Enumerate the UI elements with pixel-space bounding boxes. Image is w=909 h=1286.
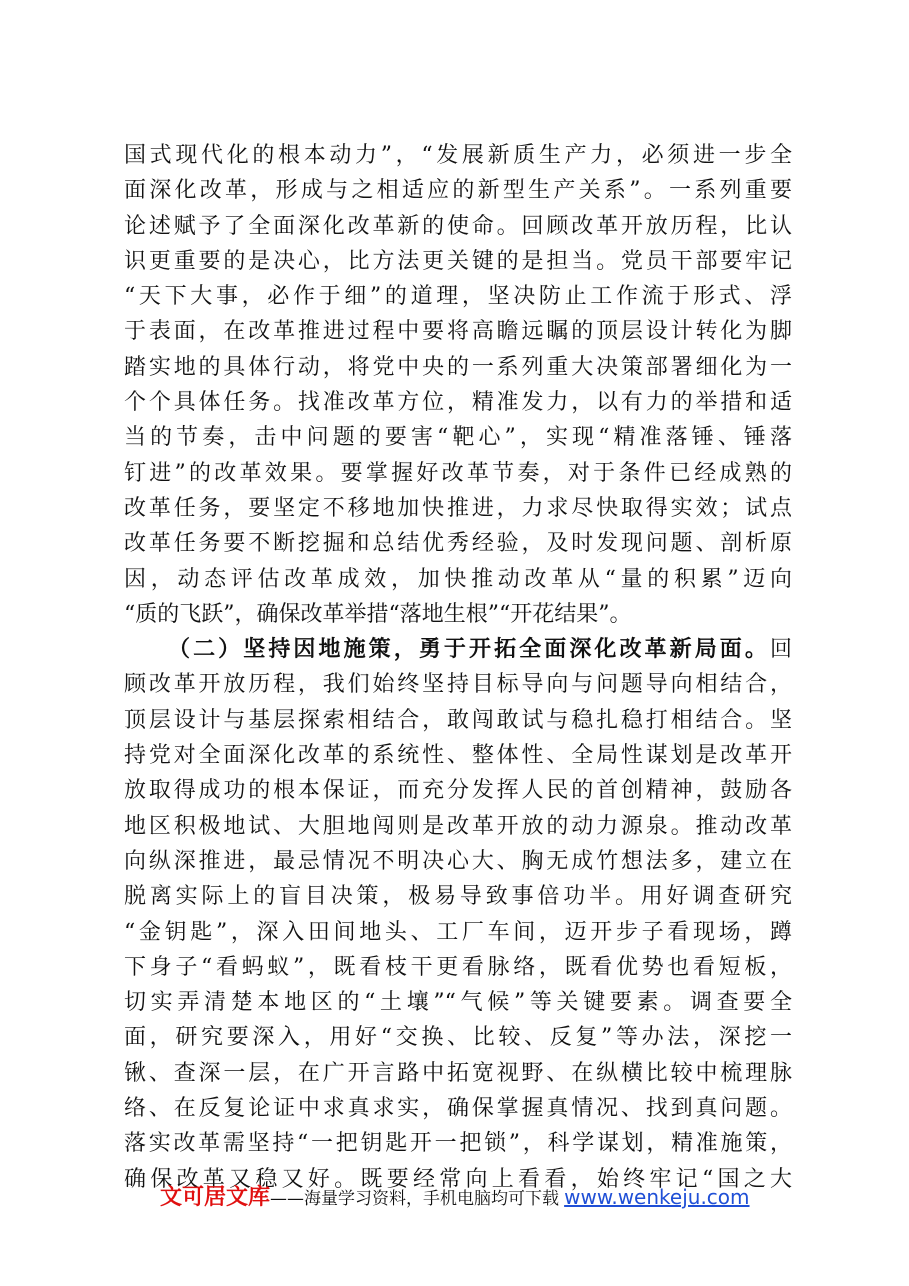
text-line: 改革任务要不断挖掘和总结优秀经验，及时发现问题、剖析原 xyxy=(124,531,792,557)
text-line: 钉进”的改革效果。要掌握好改革节奏，对于条件已经成熟的 xyxy=(124,460,792,486)
text-line: 锹、查深一层，在广开言路中拓宽视野、在纵横比较中梳理脉 xyxy=(124,1060,792,1086)
body-text xyxy=(124,138,792,1197)
text-line: 顶层设计与基层探索相结合，敢闯敢试与稳扎稳打相结合。坚 xyxy=(124,707,792,733)
text-line: 地区积极地试、大胆地闯则是改革开放的动力源泉。推动改革 xyxy=(124,813,792,839)
text-line: 切实弄清楚本地区的“土壤”“气候”等关键要素。调查要全 xyxy=(124,990,792,1016)
text-line: 持党对全面深化改革的系统性、整体性、全局性谋划是改革开 xyxy=(124,743,792,769)
text-line: 改革任务，要坚定不移地加快推进，力求尽快取得实效；试点 xyxy=(124,495,792,521)
text-line: 确保改革又稳又好。既要经常向上看看，始终牢记“国之大 xyxy=(124,1166,792,1192)
section-heading: （二）坚持因地施策，勇于开拓全面深化改革新局面。 xyxy=(168,636,770,663)
section-heading-line xyxy=(124,632,792,667)
text-line: 顾改革开放历程，我们始终坚持目标导向与问题导向相结合， xyxy=(124,672,792,698)
text-line: “质的飞跃”，确保改革举措“落地生根”“开花结果”。 xyxy=(124,601,632,627)
text-line: 当的节奏，击中问题的要害“靶心”，实现“精准落锤、锤落 xyxy=(124,425,792,451)
text-line: 识更重要的是决心，比方法更关键的是担当。党员干部要牢记 xyxy=(124,248,792,274)
text-line: 踏实地的具体行动，将党中央的一系列重大决策部署细化为一 xyxy=(124,354,792,380)
heading-tail-text: 回 xyxy=(769,637,792,663)
text-line: “天下大事，必作于细”的道理，坚决防止工作流于形式、浮 xyxy=(124,284,792,310)
text-line: 面，研究要深入，用好“交换、比较、反复”等办法，深挖一 xyxy=(124,1025,792,1051)
text-line: 于表面，在改革推进过程中要将高瞻远瞩的顶层设计转化为脚 xyxy=(124,319,792,345)
text-line: 落实改革需坚持“一把钥匙开一把锁”，科学谋划，精准施策， xyxy=(124,1131,792,1157)
footer-brand: 文可居文库 xyxy=(160,1185,271,1210)
text-line: 下身子“看蚂蚁”，既看枝干更看脉络，既看优势也看短板， xyxy=(124,954,792,980)
text-line: 脱离实际上的盲目决策，极易导致事倍功半。用好调查研究 xyxy=(124,884,792,910)
text-line: “金钥匙”，深入田间地头、工厂车间，迈开步子看现场，蹲 xyxy=(124,919,792,945)
text-line: 向纵深推进，最忌情况不明决心大、胸无成竹想法多，建立在 xyxy=(124,848,792,874)
footer-description: ——海量学习资料，手机电脑均可下载 xyxy=(270,1189,560,1209)
text-line: 因，动态评估改革成效，加快推动改革从“量的积累”迈向 xyxy=(124,566,792,592)
text-line: 放取得成功的根本保证，而充分发挥人民的首创精神，鼓励各 xyxy=(124,778,792,804)
text-line: 论述赋予了全面深化改革新的使命。回顾改革开放历程，比认 xyxy=(124,213,792,239)
text-line: 络、在反复论证中求真求实，确保掌握真情况、找到真问题。 xyxy=(124,1096,792,1122)
footer-banner xyxy=(160,1180,780,1216)
text-line: 国式现代化的根本动力”，“发展新质生产力，必须进一步全 xyxy=(124,143,792,168)
text-line: 个个具体任务。找准改革方位，精准发力，以有力的举措和适 xyxy=(124,390,792,416)
footer-link[interactable]: www.wenkeju.com xyxy=(564,1185,750,1209)
text-line: 面深化改革，形成与之相适应的新型生产关系”。一系列重要 xyxy=(124,178,792,204)
